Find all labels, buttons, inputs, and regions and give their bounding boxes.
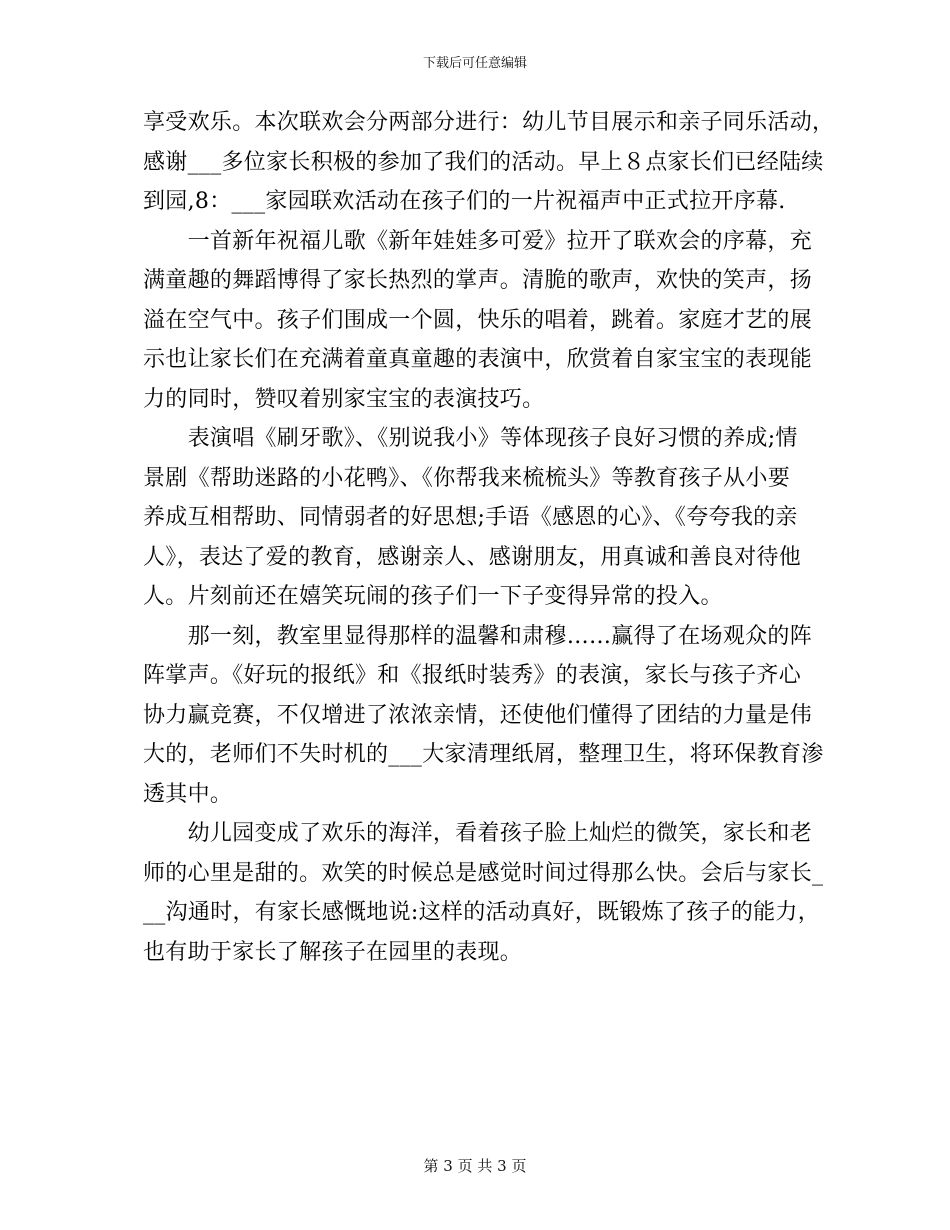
text-line: 大的，老师们不失时机的___大家清理纸屑，整理卫生，将环保教育渗: [143, 742, 824, 767]
page-footer: 第 3 页 共 3 页: [423, 1157, 527, 1175]
document-body: [143, 103, 835, 972]
text-line: 景剧《帮助迷路的小花鸭》、《你帮我来梳梳头》等教育孩子从小要: [143, 465, 791, 491]
paragraph-1: [143, 103, 835, 222]
text-line: 示也让家长们在充满着童真童趣的表演中，欣赏着自家宝宝的表现能: [143, 347, 813, 372]
text-line: 也有助于家长了解孩子在园里的表现。: [143, 939, 523, 965]
text-line: 协力赢竞赛，不仅增进了浓浓亲情，还使他们懂得了团结的力量是伟: [143, 702, 813, 728]
text-line: 人》，表达了爱的教育，感谢亲人、感谢朋友，用真诚和善良对待他: [143, 544, 802, 570]
paragraph-2: [143, 222, 813, 420]
text-line: 表演唱《刷牙歌》、《别说我小》等体现孩子良好习惯的养成;情: [143, 426, 798, 451]
paragraph-4: [143, 617, 824, 815]
text-line: 那一刻，教室里显得那样的温馨和肃穆……赢得了在场观众的阵: [143, 623, 813, 649]
text-line: 到园,8：___家园联欢活动在孩子们的一片祝福声中正式拉开序幕.: [143, 189, 786, 214]
text-line: 溢在空气中。孩子们围成一个圆，快乐的唱着，跳着。家庭才艺的展: [143, 307, 813, 333]
text-line: 享受欢乐。本次联欢会分两部分进行：幼儿节目展示和亲子同乐活动，: [143, 110, 835, 135]
text-line: 阵掌声。《好玩的报纸》和《报纸时装秀》的表演，家长与孩子齐心: [143, 663, 802, 688]
text-line: 感谢___多位家长积极的参加了我们的活动。早上８点家长们已经陆续: [143, 149, 824, 175]
text-line: 满童趣的舞蹈博得了家长热烈的掌声。清脆的歌声，欢快的笑声，扬: [143, 268, 813, 293]
paragraph-5: [143, 814, 824, 972]
text-line: 幼儿园变成了欢乐的海洋，看着孩子脸上灿烂的微笑，家长和老: [143, 821, 813, 846]
text-line: 人。片刻前还在嬉笑玩闹的孩子们一下子变得异常的投入。: [143, 584, 723, 609]
text-line: 透其中。: [143, 781, 233, 807]
paragraph-3: [143, 419, 813, 617]
text-line: 养成互相帮助、同情弱者的好思想;手语《感恩的心》、《夸夸我的亲: [143, 505, 798, 530]
text-line: __沟通时，有家长感慨地说:这样的活动真好，既锻炼了孩子的能力，: [143, 900, 821, 925]
text-line: 一首新年祝福儿歌《新年娃娃多可爱》拉开了联欢会的序幕，充: [143, 228, 813, 254]
text-line: 师的心里是甜的。欢笑的时候总是感觉时间过得那么快。会后与家长_: [143, 860, 824, 886]
page-header: 下载后可任意编辑: [422, 56, 527, 71]
text-line: 力的同时，赞叹着别家宝宝的表演技巧。: [143, 386, 545, 412]
